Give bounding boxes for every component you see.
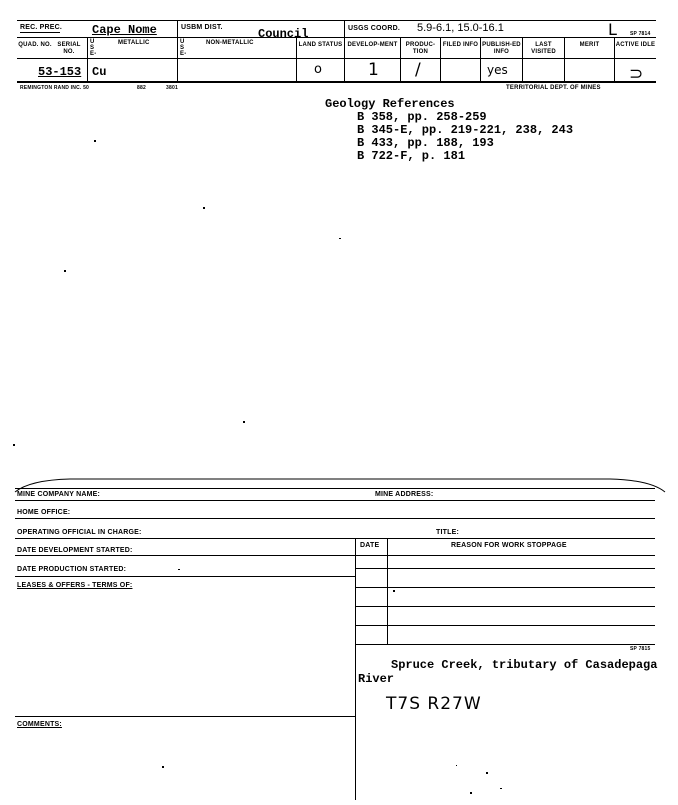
usgs-coord-value: 5.9-6.1, 15.0-16.1 [417,22,504,34]
scan-speck [470,792,472,794]
divider [344,20,345,37]
use-letters-nonmetallic: U S E- [180,39,187,57]
scan-speck [94,140,96,142]
date-production-label: DATE PRODUCTION STARTED: [17,566,127,573]
mine-company-label: MINE COMPANY NAME: [17,491,101,498]
scan-speck [456,765,457,766]
published-value: yes [487,63,508,77]
development-label: DEVELOP-MENT [347,42,398,48]
divider [177,20,178,37]
usbm-dist-label: USBM DIST. [181,24,223,31]
location-text-continued: River [358,672,395,686]
filed-info-label: FILED INFO [442,42,479,48]
references-title: Geology References [325,97,455,111]
merit-label: MERIT [579,42,600,48]
land-status-label: LAND STATUS [298,42,343,48]
serial-number-value: 53-153 [38,65,82,79]
divider [15,555,655,556]
development-value: 1 [368,60,379,80]
reference-item: B 345-E, pp. 219-221, 238, 243 [357,123,574,137]
usgs-coord-label: USGS COORD. [348,25,400,32]
usbm-dist-value: Council [258,27,309,41]
divider [355,538,356,800]
scan-speck [162,766,164,768]
metallic-value: Cu [92,65,107,79]
header-top-rule [17,20,656,21]
divider [15,716,355,717]
divider [177,37,178,81]
reference-item: B 722-F, p. 181 [357,149,466,163]
date-development-label: DATE DEVELOPMENT STARTED: [17,547,133,554]
divider [355,587,655,588]
location-text: Spruce Creek, tributary of Casadepaga [391,658,658,672]
land-status-value: o [314,62,322,77]
production-value: / [415,60,421,80]
comments-label: COMMENTS: [17,721,62,728]
production-label: PRODUC-TION [405,42,436,55]
scan-speck [178,569,180,570]
date-label: DATE [360,542,380,549]
divider [355,644,655,645]
scan-speck [13,444,15,446]
divider [15,500,655,501]
printer-code-2: 3801 [166,85,178,91]
use-letters-metallic: U S E- [90,39,97,57]
scan-speck [393,590,395,592]
serial-no-label: SERIAL NO. [57,42,81,55]
agency-label: TERRITORIAL DEPT. OF MINES [506,85,601,91]
active-idle-value: ⊃ [629,64,644,84]
divider [387,538,388,644]
header-label-rule [17,58,656,59]
quad-no-label: QUAD. NO. [18,42,52,48]
published-info-label: PUBLISH-ED INFO [482,42,521,55]
divider [355,568,655,569]
scan-speck [243,421,245,423]
reference-item: B 358, pp. 258-259 [357,110,487,124]
divider [355,625,655,626]
last-visited-label: LAST VISITED [531,42,556,55]
rec-prec-label: REC. PREC. [20,24,63,31]
form-number-top: SP 7814 [630,31,651,37]
corner-mark: L [608,20,617,39]
divider [355,606,655,607]
active-idle-label: ACTIVE IDLE [615,42,656,48]
operating-official-label: OPERATING OFFICIAL IN CHARGE: [17,529,142,536]
lower-form-top-border [10,476,670,496]
rec-prec-underline [20,32,60,33]
divider [15,518,655,519]
divider [15,576,355,577]
divider [87,37,88,81]
header-mid-rule [17,37,656,38]
divider [15,488,655,489]
reason-stoppage-label: REASON FOR WORK STOPPAGE [451,542,567,549]
printer-code: 882 [137,85,146,91]
title-label: TITLE: [436,529,459,536]
nonmetallic-label: NON-METALLIC [206,40,254,46]
scan-speck [64,270,66,272]
divider [15,538,655,539]
scan-speck [339,238,341,239]
metallic-label: METALLIC [118,40,150,46]
scan-speck [203,207,205,209]
printer-line: REMINGTON RAND INC. 50 [20,85,90,91]
home-office-label: HOME OFFICE: [17,509,71,516]
header-bottom-rule [17,81,656,83]
township-range: T7S R27W [386,694,482,714]
form-number-bottom: SP 7815 [630,646,651,652]
mine-name-value: Cape Nome [92,23,157,37]
scan-speck [486,772,488,774]
leases-offers-label: LEASES & OFFERS - TERMS OF: [17,582,133,589]
reference-item: B 433, pp. 188, 193 [357,136,494,150]
scan-speck [500,788,502,789]
mine-address-label: MINE ADDRESS: [375,491,434,498]
